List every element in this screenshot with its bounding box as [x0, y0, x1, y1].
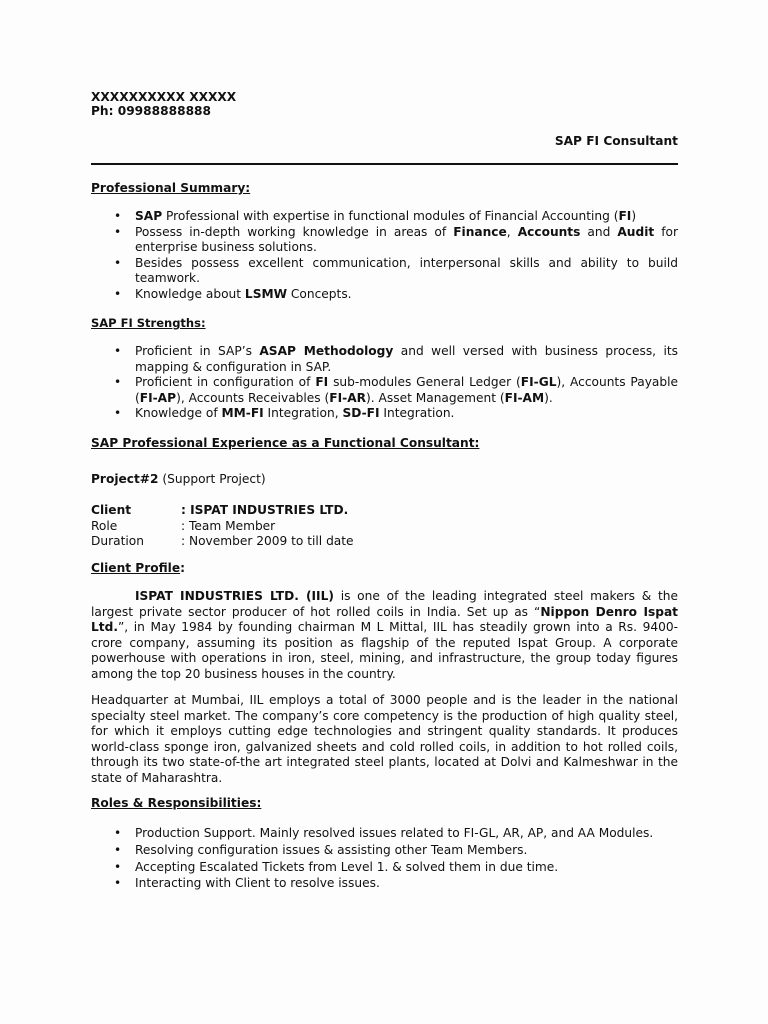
client-profile-heading-colon: : [180, 561, 185, 575]
client-label: Client [91, 503, 132, 517]
text: Possess in-depth working knowledge in areas of [135, 224, 454, 239]
professional-summary-list [91, 209, 678, 302]
bold-text: FI-AR [329, 390, 367, 405]
strengths-list [91, 344, 678, 422]
list-item [135, 406, 678, 422]
roles-heading: Roles & Responsibilities: [91, 796, 262, 810]
bold-text: SAP [135, 209, 163, 223]
phone-number: Ph: 09988888888 [91, 104, 212, 118]
project-label: Project#2 [91, 472, 159, 486]
role-value: : Team Member [181, 518, 276, 533]
text: Proficient in SAP’s [135, 344, 260, 358]
list-item [135, 344, 678, 375]
text: ). Asset Management ( [366, 390, 505, 405]
bold-text: FI [315, 375, 329, 389]
bold-text: FI [618, 209, 632, 223]
list-item [135, 842, 678, 859]
text: Integration, [263, 406, 343, 420]
bold-text: Nippon Denro Ispat Ltd. [91, 604, 679, 634]
text: Knowledge of [135, 406, 222, 420]
text: ), Accounts Payable ( [135, 375, 678, 405]
text: Interacting with Client to resolve issues. [135, 876, 380, 891]
header-divider [91, 163, 678, 165]
list-item [135, 859, 678, 876]
list-item [135, 375, 678, 406]
text: and well versed with business process, its mapping & configuration in SAP. [135, 344, 678, 374]
client-profile-heading [91, 561, 678, 577]
project-type: (Support Project) [158, 472, 266, 486]
client-value: : ISPAT INDUSTRIES LTD. [181, 503, 349, 517]
text: sub-modules General Ledger ( [328, 375, 521, 389]
text: Resolving configuration issues & assisting other Team Members. [135, 842, 528, 857]
client-profile-paragraph-1 [91, 589, 678, 682]
bold-text: Audit [617, 224, 655, 239]
list-item [135, 209, 678, 225]
bold-text: ISPAT INDUSTRIES LTD. (IIL) [135, 589, 334, 603]
list-item [135, 225, 678, 256]
text: Besides possess excellent communication, interpersonal skills and ability to build teamwork. [135, 255, 678, 285]
list-item [135, 825, 678, 842]
text: and [580, 224, 618, 239]
bold-text: FI-AP [139, 390, 177, 405]
project-details [91, 503, 678, 550]
text: Concepts. [287, 286, 352, 301]
text: ”, in May 1984 by founding chairman M L Mittal, IIL has steadily grown into a Rs. 9400-crore company, assuming its position as flagship of the reputed Ispat Group. A corporate powerhouse with operations in iron, steel, mining, and infrastructure, the group today figures among the top 20 business houses in the country. [91, 620, 678, 681]
list-item [135, 875, 678, 892]
experience-heading: SAP Professional Experience as a Functional Consultant: [91, 436, 480, 450]
list-item [135, 287, 678, 303]
client-profile-paragraph-2: Headquarter at Mumbai, IIL employs a total of 3000 people and is the leader in the national specialty steel market. The company’s core competency is the production of high quality steel, for which it employs cutting edge technologies and stringent quality standards. It produces world-class sponge iron, galvanized sheets and cold rolled coils, in addition to hot rolled coils, through its two state-of-the art integrated steel plants, located at Dolvi and Kalmeshwar in the state of Maharashtra. [91, 693, 678, 785]
text: ), Accounts Receivables ( [176, 390, 330, 405]
text: is one of the leading integrated steel makers & the largest private sector producer of hot rolled coils in India. Set up as “ [91, 589, 679, 619]
bold-text: LSMW [244, 286, 288, 301]
candidate-name: XXXXXXXXXX XXXXX [91, 90, 237, 104]
text: Proficient in configuration of [135, 375, 316, 389]
text: Accepting Escalated Tickets from Level 1. & solved them in due time. [135, 859, 559, 874]
text: ). [544, 390, 553, 405]
bold-text: MM-FI [221, 406, 264, 420]
job-title: SAP FI Consultant [554, 134, 678, 148]
strengths-heading: SAP FI Strengths: [91, 316, 206, 330]
bold-text: FI-AM [504, 390, 545, 405]
text: Integration. [379, 406, 455, 420]
bold-text: Finance [453, 224, 507, 239]
bold-text: ASAP Methodology [259, 344, 394, 358]
role-row [91, 519, 678, 535]
text: Knowledge about [135, 286, 245, 301]
text: Professional with expertise in functional modules of Financial Accounting ( [162, 209, 619, 223]
project-title [91, 472, 678, 488]
list-item [135, 256, 678, 287]
text: , [506, 224, 518, 239]
text: for enterprise business solutions. [135, 224, 679, 254]
bold-text: FI-GL [520, 375, 557, 389]
client-profile-heading-text: Client Profile [91, 561, 181, 575]
text: Production Support. Mainly resolved issues related to FI-GL, AR, AP, and AA Modules. [135, 826, 654, 840]
professional-summary-heading: Professional Summary: [91, 181, 251, 195]
roles-list [91, 825, 678, 892]
duration-label: Duration [91, 534, 144, 548]
duration-value: : November 2009 to till date [181, 534, 354, 548]
text: ) [631, 209, 637, 223]
role-label: Role [91, 518, 118, 533]
duration-row [91, 534, 678, 550]
client-row [91, 503, 678, 519]
bold-text: Accounts [517, 224, 581, 239]
bold-text: SD-FI [342, 406, 380, 420]
